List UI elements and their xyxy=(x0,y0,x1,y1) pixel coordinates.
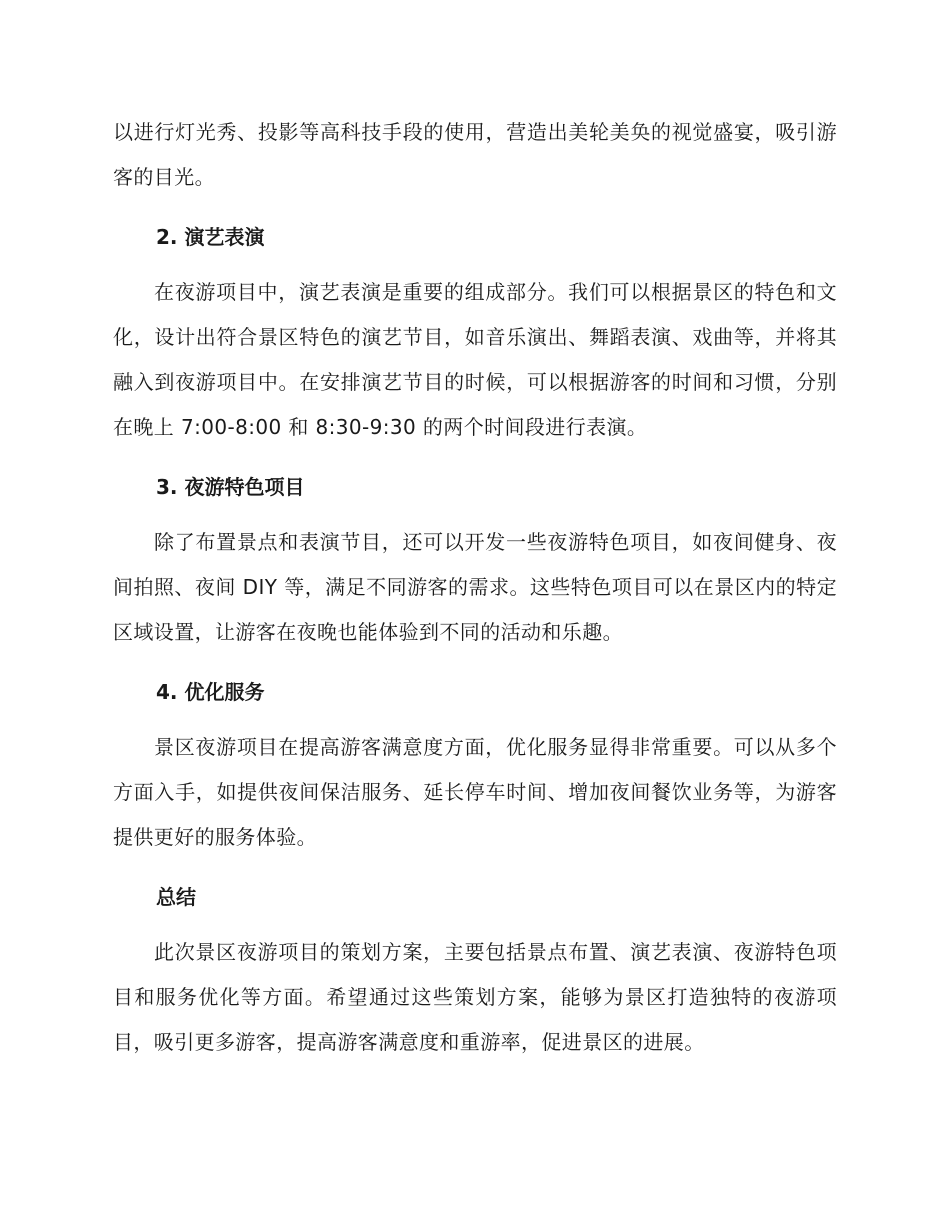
section-heading-night-features: 3. 夜游特色项目 xyxy=(156,475,305,499)
section-body-service: 景区夜游项目在提高游客满意度方面，优化服务显得非常重要。可以从多个方面入手，如提供夜间保洁服务、延长停车时间、增加夜间餐饮业务等，为游客提供更好的服务体验。 xyxy=(113,735,837,849)
section-heading-service: 4. 优化服务 xyxy=(156,680,265,704)
section-heading-summary: 总结 xyxy=(156,885,196,909)
section-body-night-features: 除了布置景点和表演节目，还可以开发一些夜游特色项目，如夜间健身、夜间拍照、夜间 DIY 等，满足不同游客的需求。这些特色项目可以在景区内的特定区域设置，让游客在夜晚也能体验到不同的活动和乐趣。 xyxy=(113,530,837,644)
section-body-summary: 此次景区夜游项目的策划方案，主要包括景点布置、演艺表演、夜游特色项目和服务优化等方面。希望通过这些策划方案，能够为景区打造独特的夜游项目，吸引更多游客，提高游客满意度和重游率，促进景区的进展。 xyxy=(113,940,837,1054)
section-body-performances: 在夜游项目中，演艺表演是重要的组成部分。我们可以根据景区的特色和文化，设计出符合景区特色的演艺节目，如音乐演出、舞蹈表演、戏曲等，并将其融入到夜游项目中。在安排演艺节目的时候，可以根据游客的时间和习惯，分别在晚上 7:00-8:00 和 8:30-9:30 的两个时间段进行表演。 xyxy=(113,280,837,439)
document-page xyxy=(113,110,837,1065)
intro-continuation-paragraph: 以进行灯光秀、投影等高科技手段的使用，营造出美轮美奂的视觉盛宴，吸引游客的目光。 xyxy=(113,120,837,189)
section-heading-performances: 2. 演艺表演 xyxy=(156,225,265,249)
